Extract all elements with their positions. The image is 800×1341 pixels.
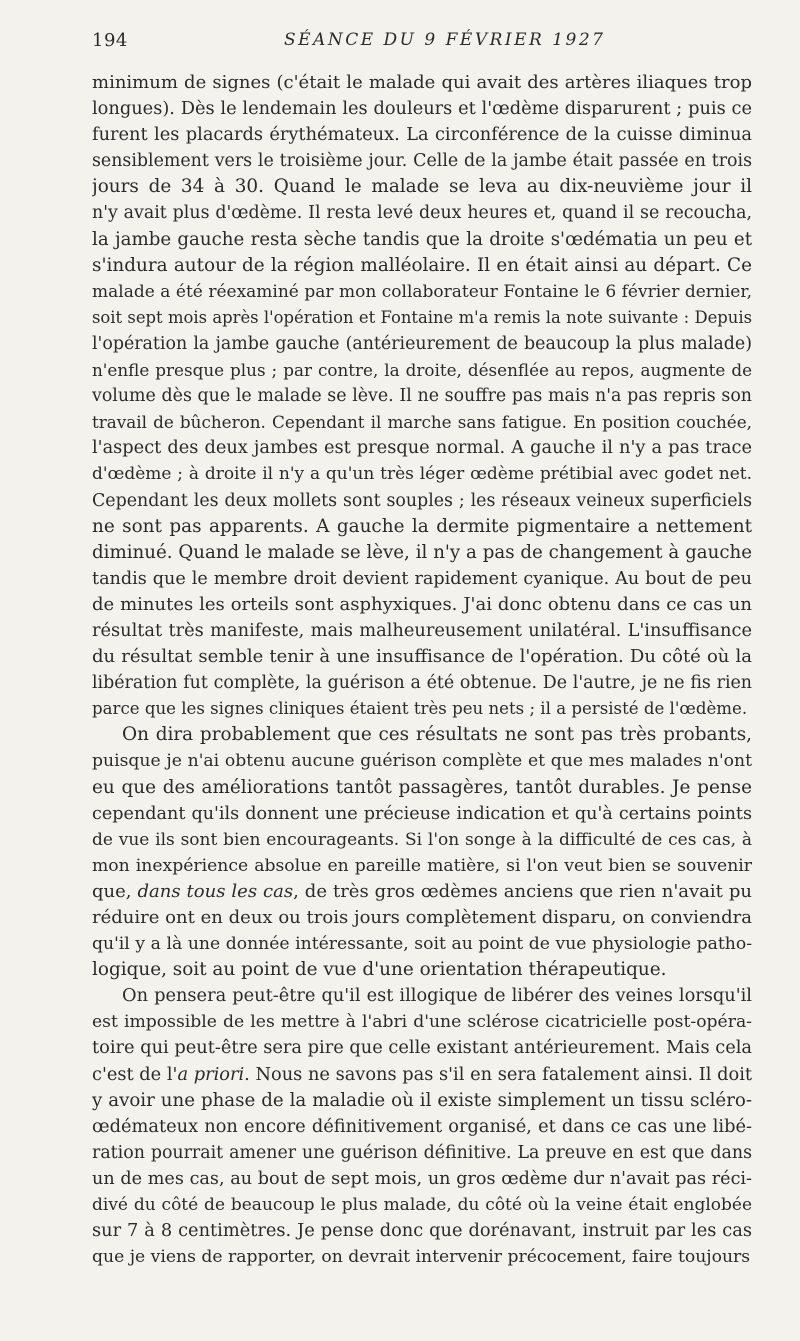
text-line: On pensera peut-être qu'il est illogique de libérer des veines lorsqu'il [122,985,752,1007]
text-line: puisque je n'ai obtenu aucune guérison complète et que mes malades n'ont [92,751,752,772]
text-line: l'aspect des deux jambes est presque normal. A gauche il n'y a pas trace [92,437,752,459]
text-line: résultat très manifeste, mais malheureusement unilatéral. L'insuffisance [92,619,752,641]
text-line: de minutes les orteils sont asphyxiques. J'ai donc obtenu dans ce cas un [92,593,752,615]
text-line: jours de 34 à 30. Quand le malade se leva au dix-neuvième jour il [92,176,752,198]
text-line: minimum de signes (c'était le malade qui avait des artères iliaques trop [92,72,752,93]
text-line: volume dès que le malade se lève. Il ne souffre pas mais n'a pas repris son [92,386,752,407]
text-line: divé du côté de beaucoup le plus malade, du côté où la veine était englobée [92,1195,752,1216]
page-header [92,30,752,56]
text-line: sensiblement vers le troisième jour. Celle de la jambe était passée en trois [92,151,752,172]
body-text [92,70,752,1270]
page-number: 194 [92,30,128,51]
text-line: de vue ils sont bien encourageants. Si l'on songe à la difficulté de ces cas, à [92,829,752,850]
text-line: longues). Dès le lendemain les douleurs et l'œdème disparurent ; puis ce [92,98,752,120]
text-line: un de mes cas, au bout de sept mois, un gros œdème dur n'avait pas réci- [92,1168,752,1189]
text-line: Cependant les deux mollets sont souples ; les réseaux veineux superficiels [92,490,752,511]
text-line: l'opération la jambe gauche (antérieurement de beaucoup la plus malade) [92,333,752,354]
text-line: diminué. Quand le malade se lève, il n'y a pas de changement à gauche [92,541,752,563]
paragraph [92,70,752,722]
text-line: s'indura autour de la région malléolaire. Il en était ainsi au départ. Ce [92,254,752,276]
text-line: œdémateux non encore définitivement organisé, et dans ce cas une libé- [92,1115,752,1137]
text-line: malade a été réexaminé par mon collaborateur Fontaine le 6 février dernier, [92,281,752,302]
text-line: n'enfle presque plus ; par contre, la droite, désenflée au repos, augmente de [92,360,752,381]
text-line: cependant qu'ils donnent une précieuse indication et qu'à certains points [92,803,752,824]
text-line: que, dans tous les cas, de très gros œdèmes anciens que rien n'avait pu [92,880,752,902]
text-line: sur 7 à 8 centimètres. Je pense donc que dorénavant, instruit par les cas [92,1220,752,1242]
text-line: soit sept mois après l'opération et Fontaine m'a remis la note suivante : Depuis [92,307,752,327]
text-line: y avoir une phase de la maladie où il existe simplement un tissu scléro- [92,1089,752,1111]
text-line: est impossible de les mettre à l'abri d'une sclérose cicatricielle post-opéra- [92,1012,752,1033]
text-line: réduire ont en deux ou trois jours complètement disparu, on conviendra [92,907,752,928]
text-line: travail de bûcheron. Cependant il marche sans fatigue. En position couchée, [92,412,752,433]
text-line: n'y avait plus d'œdème. Il resta levé deux heures et, quand il se recoucha, [92,203,752,224]
text-line: On dira probablement que ces résultats ne sont pas très probants, [122,724,752,746]
text-line: eu que des améliorations tantôt passagères, tantôt durables. Je pense [92,776,752,798]
text-line: ration pourrait amener une guérison définitive. La preuve en est que dans [92,1142,752,1163]
text-line: furent les placards érythémateux. La circonférence de la cuisse diminua [92,124,752,146]
text-line: parce que les signes cliniques étaient très peu nets ; il a persisté de l'œdème. [92,699,748,719]
paragraph [92,722,752,983]
text-line: libération fut complète, la guérison a été obtenue. De l'autre, je ne fis rien [92,673,752,694]
text-line: toire qui peut-être sera pire que celle existant antérieurement. Mais cela [92,1037,752,1059]
text-line: tandis que le membre droit devient rapidement cyanique. Au bout de peu [92,568,752,589]
text-line: logique, soit au point de vue d'une orientation thérapeutique. [92,959,667,981]
text-line: que je viens de rapporter, on devrait intervenir précocement, faire toujours [92,1247,751,1268]
text-line: la jambe gauche resta sèche tandis que la droite s'œdématia un peu et [92,228,752,250]
running-title: SÉANCE DU 9 FÉVRIER 1927 [284,30,606,50]
text-line: mon inexpérience absolue en pareille matière, si l'on veut bien se souvenir [92,855,752,876]
text-line: qu'il y a là une donnée intéressante, soit au point de vue physiologie patho- [92,934,752,955]
text-line: du résultat semble tenir à une insuffisance de l'opération. Du côté où la [92,646,752,668]
text-line: ne sont pas apparents. A gauche la dermite pigmentaire a nettement [92,515,752,537]
paragraph [92,983,752,1270]
text-line: d'œdème ; à droite il n'y a qu'un très léger œdème prétibial avec godet net. [92,464,752,485]
text-line: c'est de l'a priori. Nous ne savons pas s'il en sera fatalement ainsi. Il doit [92,1063,752,1085]
